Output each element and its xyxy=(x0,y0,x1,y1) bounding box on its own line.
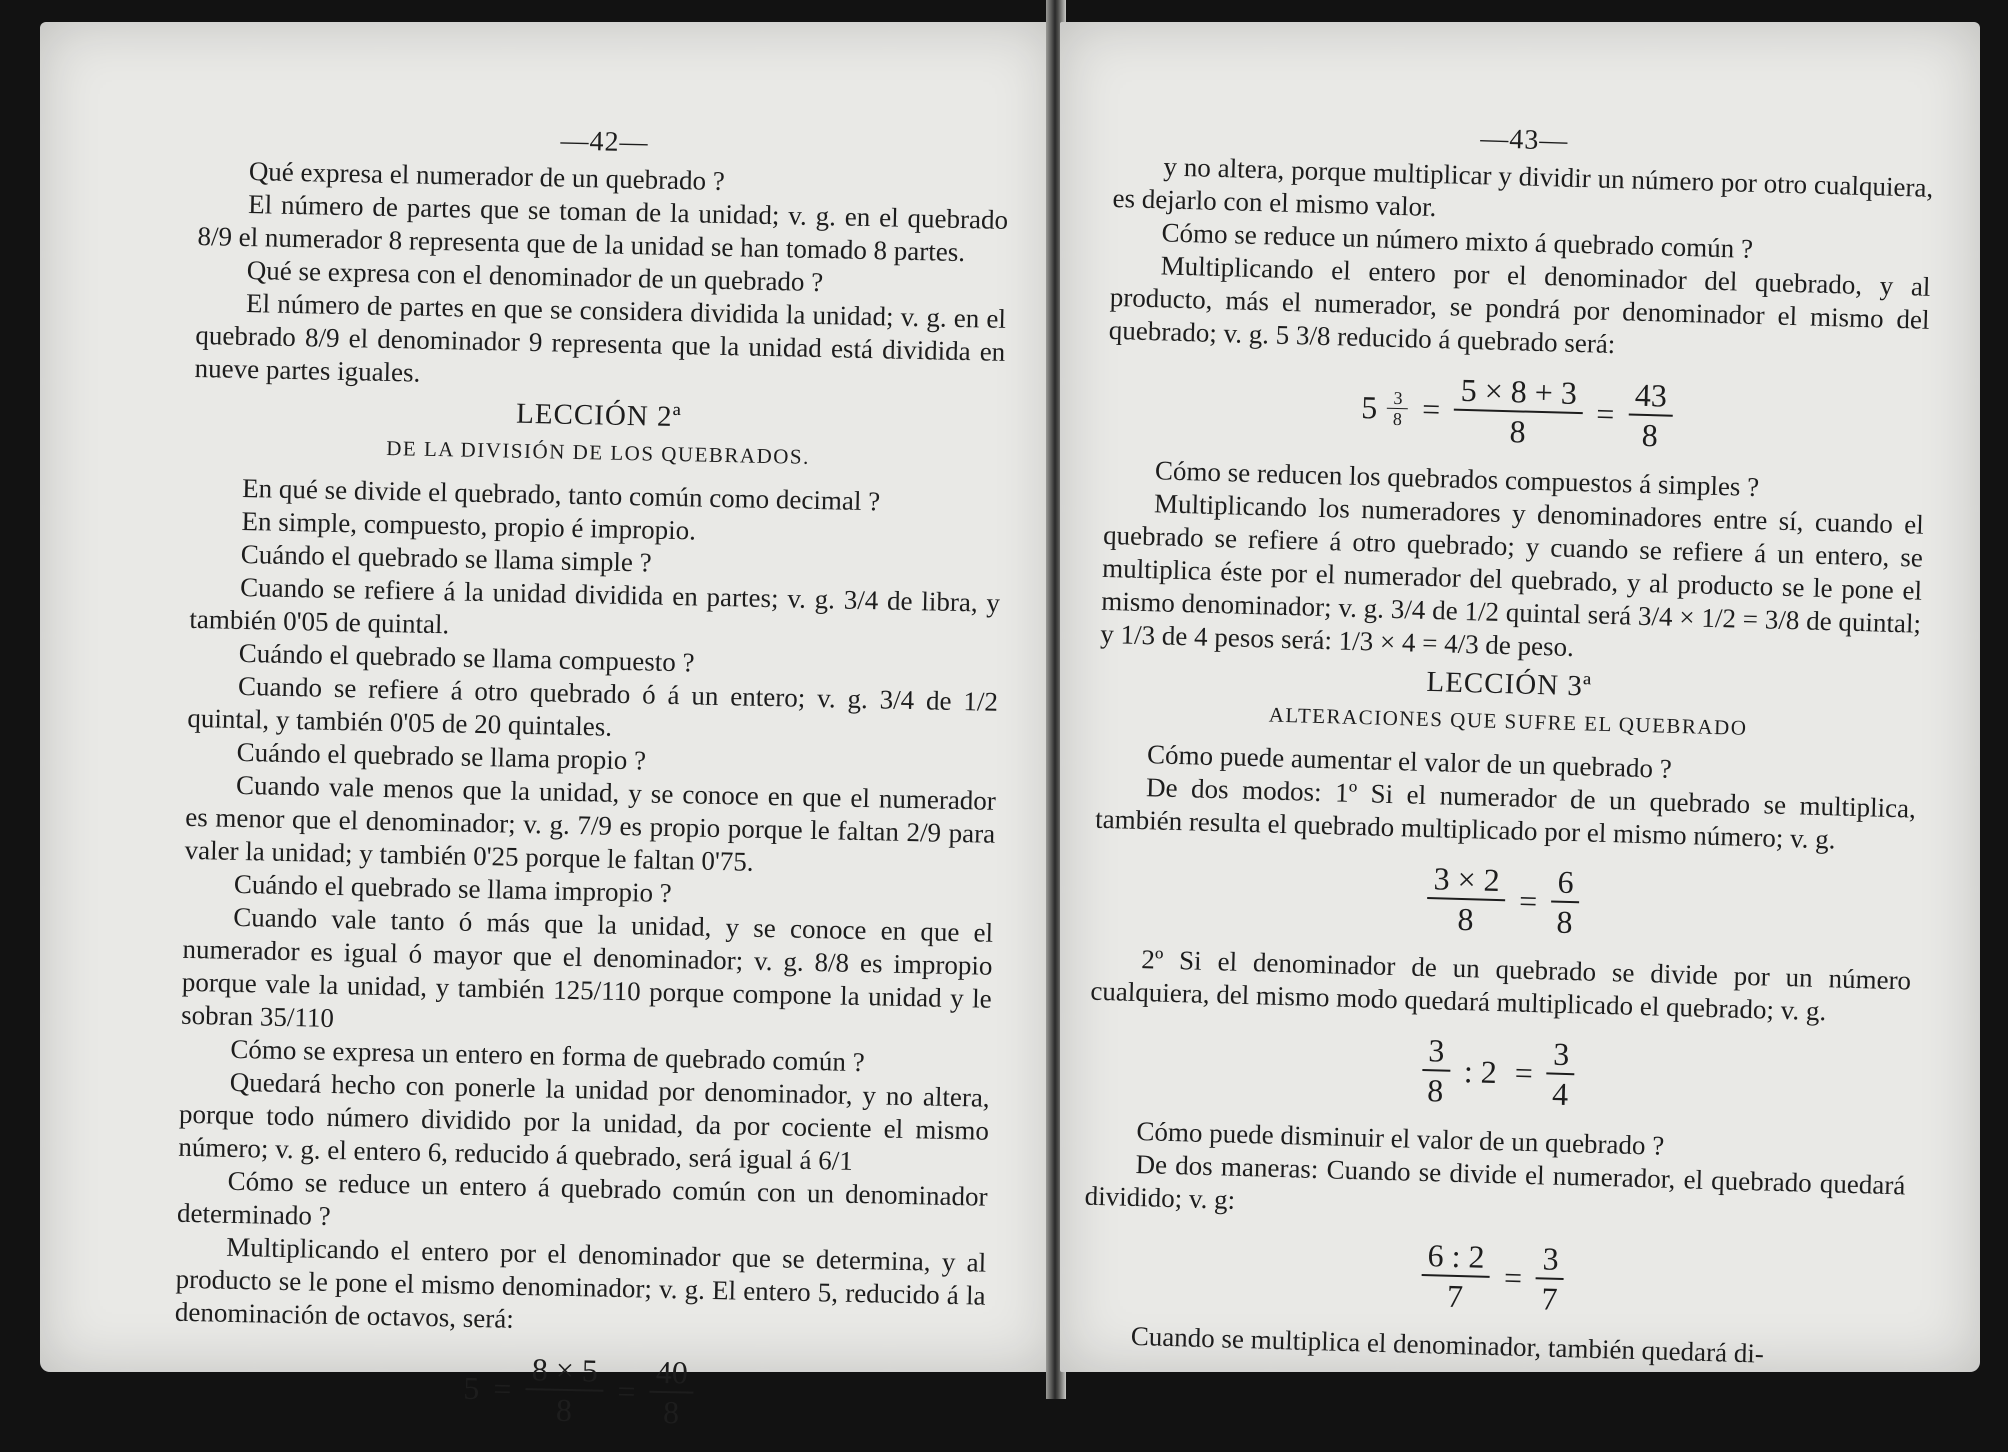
answer: En simple, compuesto, propio é impropio. xyxy=(241,505,697,546)
fraction-numerator: 3 xyxy=(1547,1034,1576,1075)
page-number-right: —43— xyxy=(1479,123,1569,157)
fraction-denominator: 8 xyxy=(1509,413,1527,450)
lesson-subheading: ALTERACIONES QUE SUFRE EL QUEBRADO xyxy=(1268,702,1748,740)
question: Cuándo el quebrado se llama compuesto ? xyxy=(238,637,695,678)
answer: Cuando se refiere á otro quebrado ó á un entero; v. g. 3/4 de 1/2 quintal, y también 0'05 de 20 quintales. xyxy=(187,670,999,742)
answer: Multiplicando los numeradores y denominadores entre sí, cuando el quebrado se refiere á otro quebrado; y cuando se refiere á un entero, se multiplica éste por el numerador del quebrado, y al producto se le pone el mismo denominador; v. g. 3/4 de 1/2 quintal será 3/4 × 1/2 = 3/8 de quintal; y 1/3 de 4 pesos será: 1/3 × 4 = 4/3 de peso. xyxy=(1100,488,1925,663)
right-page xyxy=(1060,22,1980,1372)
formula-term: 5 xyxy=(462,1369,480,1406)
question: Cómo puede aumentar el valor de un quebrado ? xyxy=(1146,739,1673,784)
formula-fraction xyxy=(1535,1239,1565,1318)
fraction-denominator: 8 xyxy=(662,1393,680,1431)
fraction-denominator: 8 xyxy=(555,1391,573,1429)
lesson-heading: LECCIÓN 2ª xyxy=(515,397,682,434)
fraction-denominator: 8 xyxy=(1457,900,1475,938)
fraction-numerator: 43 xyxy=(1628,375,1673,416)
left-page xyxy=(40,22,1055,1431)
question: Cómo se reduce un entero á quebrado común con un denominador determinado ? xyxy=(176,1165,988,1231)
formula-operator: : 2 xyxy=(1463,1052,1498,1090)
fraction-denominator: 7 xyxy=(1446,1277,1464,1315)
answer: Multiplicando el entero por el denominador que se determina, y al producto se le pone el mismo denominador; v. g. El entero 5, reducido á la denominación de octavos, será: xyxy=(174,1231,987,1334)
formula-equals: = xyxy=(1514,1054,1534,1091)
fraction-denominator: 8 xyxy=(1641,416,1659,454)
answer: Cuando se multiplica el denominador, también quedará di- xyxy=(1130,1320,1765,1369)
fraction-numerator: 3 xyxy=(1387,387,1409,409)
formula-equals: = xyxy=(1503,1258,1523,1296)
formula-equals: = xyxy=(1421,390,1441,427)
formula-fraction xyxy=(1627,375,1673,454)
fraction-denominator: 8 xyxy=(1426,1072,1444,1109)
answer: De dos modos: 1º Si el numerador de un quebrado se multiplica, también resulta el quebrado multiplicado por el mismo número; v. g. xyxy=(1094,772,1917,855)
fraction-denominator: 8 xyxy=(1556,903,1574,941)
fraction-numerator: 40 xyxy=(649,1353,694,1394)
question: Cómo se expresa un entero en forma de quebrado común ? xyxy=(230,1033,865,1078)
answer: Cuando vale tanto ó más que la unidad, y se conoce en que el numerador es igual ó mayor que el denominador; v. g. 8/8 es impropio porque vale la unidad, y también 125/110 porque compone la unidad y le sobran 35/110 xyxy=(180,901,994,1033)
answer: 2º Si el denominador de un quebrado se divide por un número cualquiera, del mismo modo quedará multiplicado el quebrado; v. g. xyxy=(1090,944,1912,1027)
fraction-numerator: 6 xyxy=(1551,863,1580,904)
fraction-numerator: 3 × 2 xyxy=(1427,859,1506,901)
question: Cómo se reduce un número mixto á quebrado común ? xyxy=(1161,217,1754,264)
formula-fraction xyxy=(1420,1236,1491,1316)
formula-equals: = xyxy=(1518,882,1538,919)
answer: El número de partes en que se considera dividida la unidad; v. g. en el quebrado 8/9 el denominador 9 representa que la unidad está dividida en nueve partes iguales. xyxy=(194,288,1007,388)
question: Cuándo el quebrado se llama simple ? xyxy=(240,538,652,578)
question: Cómo puede disminuir el valor de un quebrado ? xyxy=(1136,1116,1665,1161)
fraction-numerator: 8 × 5 xyxy=(525,1350,604,1392)
answer: Quedará hecho con ponerle la unidad por denominador, y no altera, porque todo número dividido por la unidad, da por cociente el mismo número; v. g. el entero 6, reducido á quebrado, será igual á 6/1 xyxy=(178,1066,990,1176)
answer: El número de partes que se toman de la unidad; v. g. en el quebrado 8/9 el numerador 8 representa que de la unidad se han tomado 8 partes. xyxy=(197,189,1009,268)
formula-fraction xyxy=(1453,371,1583,453)
answer: y no altera, porque multiplicar y dividir un número por otro cualquiera, es dejarlo con el mismo valor. xyxy=(1112,151,1934,223)
lesson-heading: LECCIÓN 3ª xyxy=(1426,665,1593,703)
question: Cuándo el quebrado se llama propio ? xyxy=(236,736,647,776)
formula-fraction xyxy=(1421,1031,1451,1110)
formula-integer-to-eighths xyxy=(173,1343,984,1438)
answer: De dos maneras: Cuando se divide el numerador, el quebrado quedará dividido; v. g: xyxy=(1084,1148,1906,1215)
formula-fraction xyxy=(1546,1034,1576,1113)
formula-term: 5 xyxy=(1360,388,1378,425)
fraction-denominator: 4 xyxy=(1551,1075,1569,1113)
formula-fraction xyxy=(525,1350,605,1430)
fraction-numerator: 5 × 8 + 3 xyxy=(1454,371,1583,415)
question: En qué se divide el quebrado, tanto común como decimal ? xyxy=(241,472,881,517)
page-number-left: —42— xyxy=(560,125,649,159)
fraction-denominator: 7 xyxy=(1541,1280,1559,1317)
question: Cómo se reducen los quebrados compuestos á simples ? xyxy=(1154,455,1760,503)
formula-multiply-numerator xyxy=(1092,850,1914,951)
fraction-denominator: 8 xyxy=(1392,408,1403,429)
formula-equals: = xyxy=(1595,395,1615,432)
formula-equals: = xyxy=(492,1369,512,1407)
answer: Cuando se refiere á la unidad dividida en partes; v. g. 3/4 de libra, y también 0'05 de quintal. xyxy=(189,571,1001,640)
fraction-numerator: 3 xyxy=(1536,1239,1565,1280)
question: Qué expresa el numerador de un quebrado ? xyxy=(248,156,726,197)
formula-equals: = xyxy=(617,1372,636,1409)
left-page-text xyxy=(172,117,1009,1452)
fraction-numerator: 6 : 2 xyxy=(1421,1236,1491,1278)
right-page-text xyxy=(1080,112,1934,1374)
formula-fraction xyxy=(1426,859,1506,939)
formula-fraction xyxy=(649,1353,695,1432)
question: Qué se expresa con el denominador de un quebrado ? xyxy=(246,255,824,298)
answer: Multiplicando el entero por el denominador del quebrado, y al producto, más el numerador, se pondrá por denominador el mismo del quebrado; v. g. 5 3/8 reducido á quebrado será: xyxy=(1108,250,1931,360)
lesson-subheading: DE LA DIVISIÓN DE LOS QUEBRADOS. xyxy=(386,435,811,469)
question: Cuándo el quebrado se llama impropio ? xyxy=(233,868,673,909)
fraction-numerator: 3 xyxy=(1422,1031,1451,1072)
formula-divide-denominator xyxy=(1087,1022,1909,1123)
formula-divide-numerator xyxy=(1082,1227,1904,1328)
formula-fraction-small xyxy=(1387,387,1409,429)
formula-fraction xyxy=(1550,863,1580,942)
formula-mixed-number xyxy=(1106,361,1928,462)
answer: Cuando vale menos que la unidad, y se conoce en que el numerador es menor que el denominador; v. g. 7/9 es propio porque le faltan 2/9 para valer la unidad; y también 0'25 porque le faltan 0'75. xyxy=(184,769,997,877)
